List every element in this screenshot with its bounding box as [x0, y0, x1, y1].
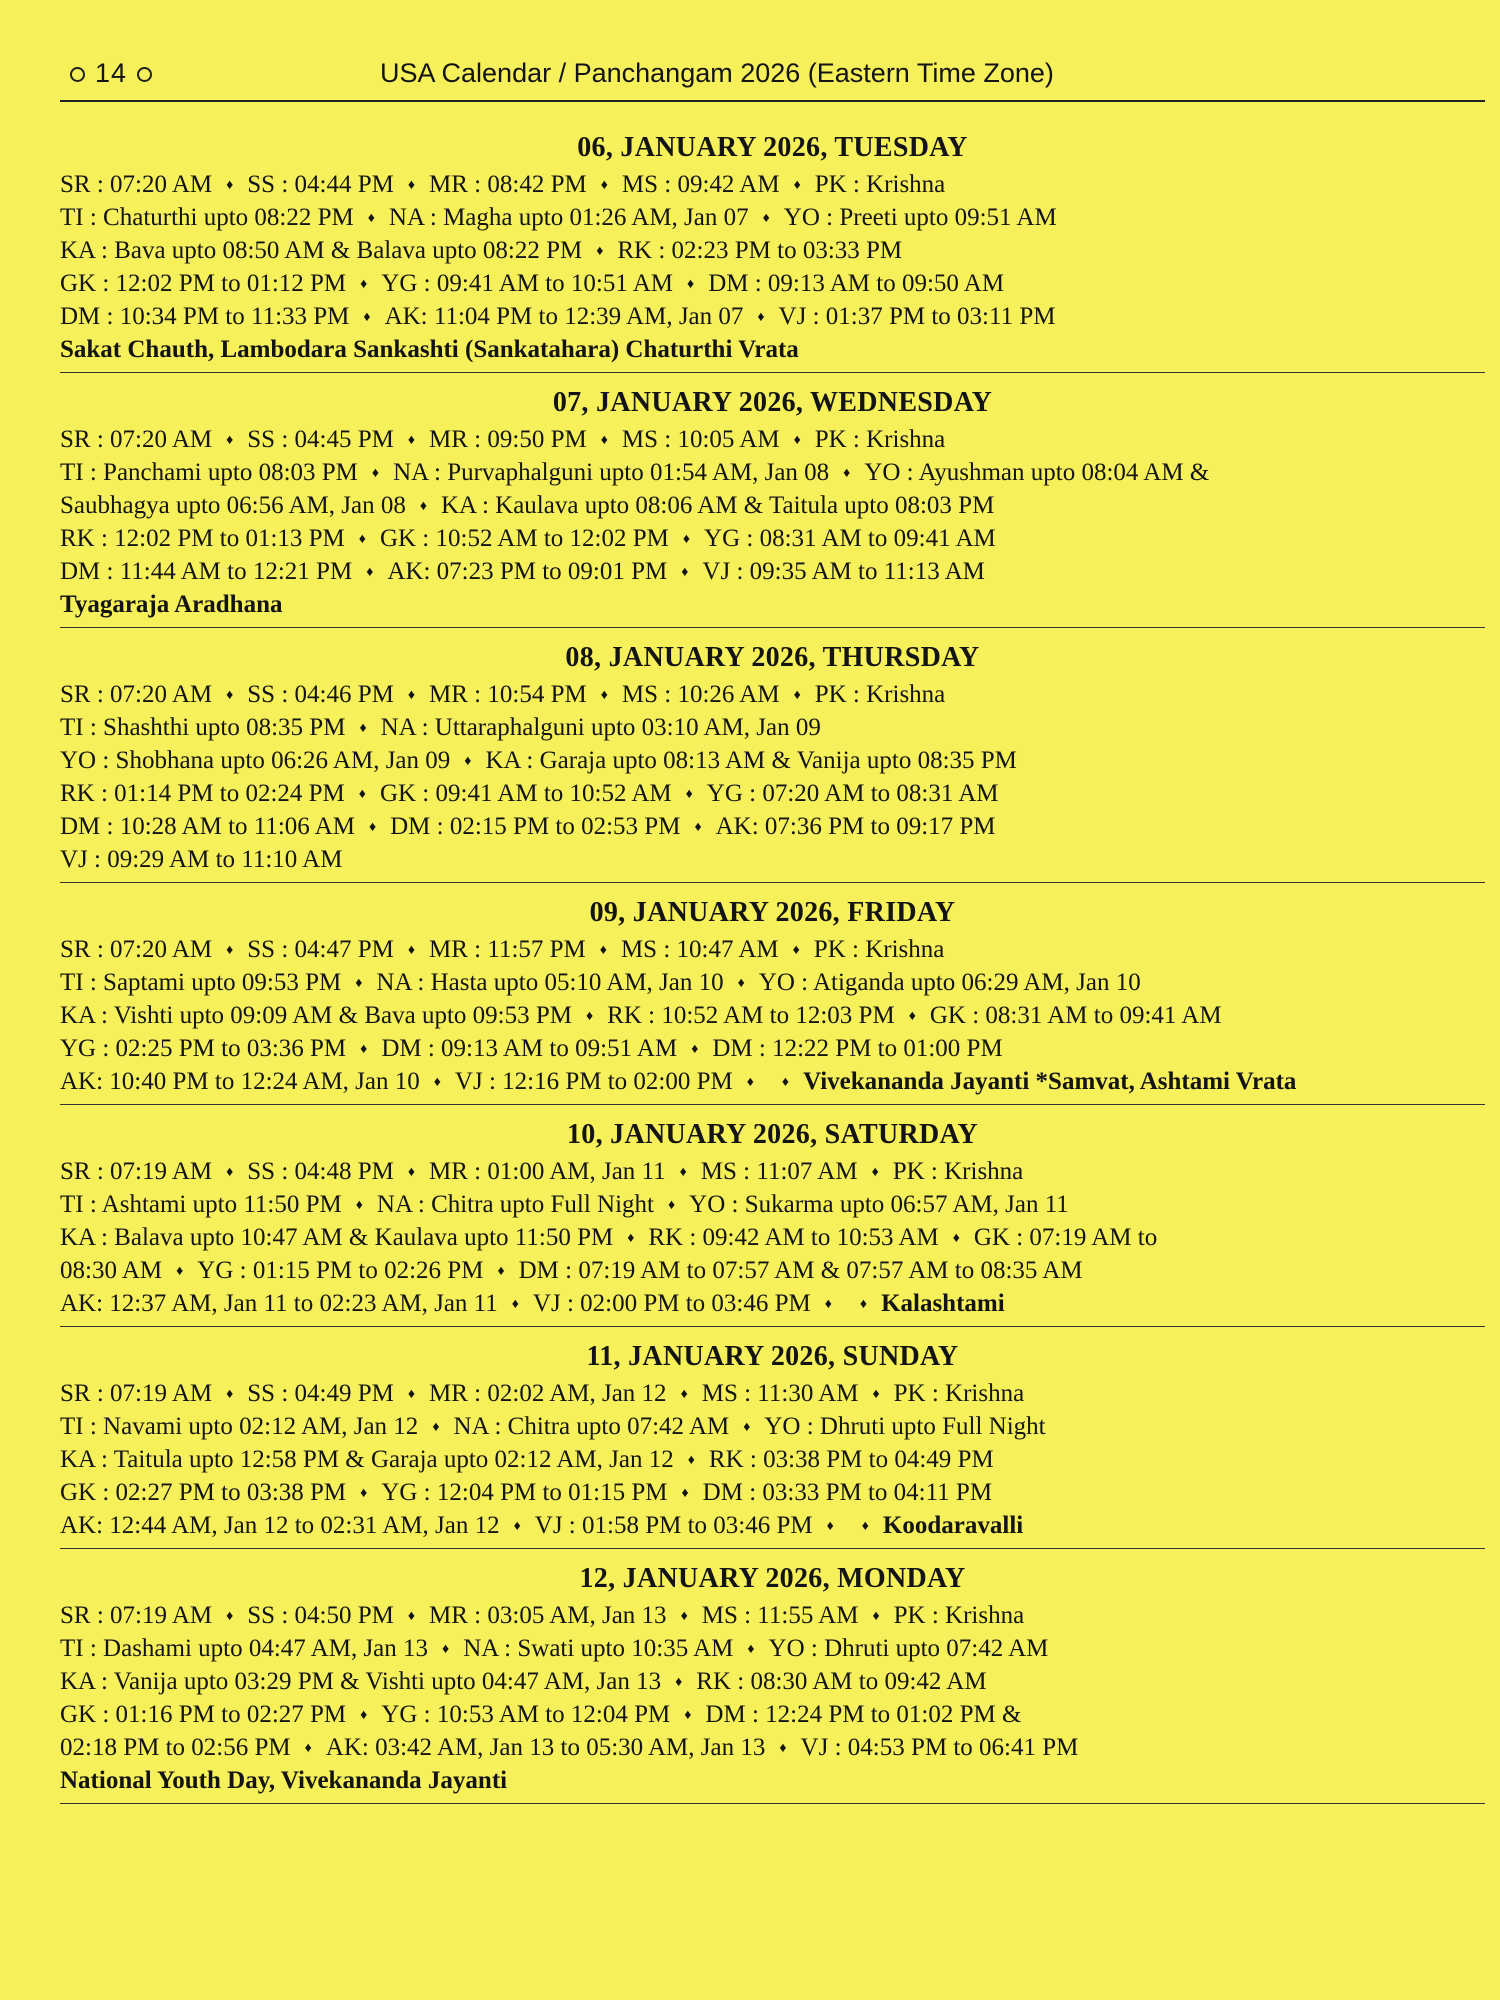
line-segment: PK : Krishna: [892, 1158, 1024, 1185]
diamond-separator-icon: ♦: [691, 1042, 699, 1057]
diamond-separator-icon: ♦: [793, 178, 801, 193]
line-segment: KA : Taitula upto 12:58 PM & Garaja upto 02:12 AM, Jan 12: [60, 1446, 674, 1473]
line-segment: VJ : 09:35 AM to 11:13 AM: [702, 558, 985, 585]
line-segment: MR : 10:54 PM: [429, 681, 587, 708]
line-segment: NA : Uttaraphalguni upto 03:10 AM, Jan 09: [380, 714, 821, 741]
detail-line: [60, 810, 1485, 843]
line-segment: SR : 07:20 AM: [60, 426, 213, 453]
line-segment: PK : Krishna: [893, 1380, 1025, 1407]
line-segment: 02:18 PM to 02:56 PM: [60, 1734, 291, 1761]
line-segment: NA : Chitra upto Full Night: [376, 1191, 654, 1218]
festival-name: Tyagaraja Aradhana: [60, 591, 283, 618]
line-segment: GK : 09:41 AM to 10:52 AM: [379, 780, 672, 807]
line-segment: KA : Garaja upto 08:13 AM & Vanija upto 08:35 PM: [485, 747, 1017, 774]
line-segment: SR : 07:20 AM: [60, 936, 213, 963]
line-segment: KA : Balava upto 10:47 AM & Kaulava upto 11:50 PM: [60, 1224, 614, 1251]
page-header: [60, 58, 1485, 102]
line-segment: KA : Vishti upto 09:09 AM & Bava upto 09:53 PM: [60, 1002, 572, 1029]
diamond-separator-icon: ♦: [680, 1609, 688, 1624]
diamond-separator-icon: ♦: [360, 1042, 368, 1057]
line-segment: KA : Kaulava upto 08:06 AM & Taitula upto 08:03 PM: [440, 492, 995, 519]
diamond-separator-icon: ♦: [872, 1609, 880, 1624]
page-number: [60, 58, 162, 89]
circle-ornament-left: [70, 67, 85, 82]
line-segment: RK : 12:02 PM to 01:13 PM: [60, 525, 345, 552]
diamond-separator-icon: ♦: [407, 433, 416, 448]
diamond-separator-icon: ♦: [226, 433, 234, 448]
divider: [60, 1104, 1485, 1105]
diamond-separator-icon: ♦: [359, 721, 367, 736]
diamond-separator-icon: ♦: [419, 499, 427, 514]
line-segment: DM : 03:33 PM to 04:11 PM: [702, 1479, 993, 1506]
line-segment: GK : 12:02 PM to 01:12 PM: [60, 270, 347, 297]
diamond-separator-icon: ♦: [684, 1708, 692, 1723]
line-segment: DM : 12:22 PM to 01:00 PM: [712, 1035, 1003, 1062]
line-segment: SR : 07:19 AM: [60, 1380, 213, 1407]
detail-line: [60, 1188, 1485, 1221]
diamond-separator-icon: ♦: [952, 1231, 960, 1246]
detail-line: [60, 489, 1485, 522]
diamond-separator-icon: ♦: [599, 943, 607, 958]
line-segment: SR : 07:20 AM: [60, 681, 213, 708]
detail-line: [60, 1155, 1485, 1188]
line-segment: MR : 01:00 AM, Jan 11: [429, 1158, 666, 1185]
day-entry: [60, 1559, 1485, 1804]
detail-line: [60, 1476, 1485, 1509]
line-segment: MS : 10:47 AM: [620, 936, 779, 963]
line-segment: SR : 07:19 AM: [60, 1602, 213, 1629]
line-segment: YG : 08:31 AM to 09:41 AM: [704, 525, 996, 552]
detail-line: [60, 1698, 1485, 1731]
line-segment: GK : 01:16 PM to 02:27 PM: [60, 1701, 347, 1728]
detail-line: [60, 1410, 1485, 1443]
diamond-separator-icon: ♦: [226, 1387, 234, 1402]
detail-line: [60, 1065, 1485, 1098]
diamond-separator-icon: ♦: [226, 1165, 234, 1180]
line-segment: NA : Chitra upto 07:42 AM: [453, 1413, 730, 1440]
line-segment: YG : 10:53 AM to 12:04 PM: [381, 1701, 671, 1728]
detail-line: [60, 999, 1485, 1032]
day-entry: [60, 128, 1485, 373]
festival-name: Sakat Chauth, Lambodara Sankashti (Sankatahara) Chaturthi Vrata: [60, 336, 799, 363]
line-segment: MR : 03:05 AM, Jan 13: [429, 1602, 667, 1629]
diamond-separator-icon: ♦: [407, 1387, 416, 1402]
diamond-separator-icon: ♦: [355, 1198, 363, 1213]
line-segment: KA : Bava upto 08:50 AM & Balava upto 08:22 PM: [60, 237, 583, 264]
diamond-separator-icon: ♦: [681, 1486, 689, 1501]
line-segment: NA : Magha upto 01:26 AM, Jan 07: [388, 204, 749, 231]
line-segment: YG : 01:15 PM to 02:26 PM: [197, 1257, 484, 1284]
diamond-separator-icon: ♦: [600, 178, 608, 193]
line-segment: DM : 09:13 AM to 09:50 AM: [708, 270, 1005, 297]
line-segment: VJ : 09:29 AM to 11:10 AM: [60, 846, 343, 873]
festival-name: Vivekananda Jayanti *Samvat, Ashtami Vrata: [803, 1068, 1297, 1095]
diamond-separator-icon: ♦: [407, 1165, 416, 1180]
line-segment: DM : 12:24 PM to 01:02 PM &: [705, 1701, 1022, 1728]
line-segment: PK : Krishna: [813, 936, 945, 963]
line-segment: SS : 04:49 PM: [247, 1380, 394, 1407]
line-segment: GK : 02:27 PM to 03:38 PM: [60, 1479, 347, 1506]
line-segment: MS : 10:05 AM: [621, 426, 780, 453]
divider: [60, 1548, 1485, 1549]
diamond-separator-icon: ♦: [226, 1609, 234, 1624]
diamond-separator-icon: ♦: [871, 1165, 879, 1180]
page-number-text: 14: [95, 58, 128, 88]
line-segment: RK : 10:52 AM to 12:03 PM: [607, 1002, 895, 1029]
diamond-separator-icon: ♦: [367, 211, 375, 226]
line-segment: TI : Ashtami upto 11:50 PM: [60, 1191, 342, 1218]
line-segment: MR : 09:50 PM: [429, 426, 587, 453]
diamond-separator-icon: ♦: [407, 1609, 416, 1624]
diamond-separator-icon: ♦: [433, 1075, 441, 1090]
detail-line: [60, 678, 1485, 711]
diamond-separator-icon: ♦: [358, 787, 366, 802]
line-segment: RK : 01:14 PM to 02:24 PM: [60, 780, 345, 807]
divider: [60, 372, 1485, 373]
line-segment: VJ : 01:37 PM to 03:11 PM: [778, 303, 1056, 330]
day-title: 11, JANUARY 2026, SUNDAY: [586, 1341, 959, 1372]
diamond-separator-icon: ♦: [687, 1453, 695, 1468]
line-segment: PK : Krishna: [814, 681, 946, 708]
day-entry: [60, 893, 1485, 1105]
detail-line: [60, 300, 1485, 333]
line-segment: DM : 09:13 AM to 09:51 AM: [381, 1035, 678, 1062]
diamond-separator-icon: ♦: [908, 1009, 916, 1024]
diamond-separator-icon: ♦: [681, 565, 689, 580]
diamond-separator-icon: ♦: [366, 565, 374, 580]
diamond-separator-icon: ♦: [360, 1708, 368, 1723]
line-segment: GK : 10:52 AM to 12:02 PM: [379, 525, 669, 552]
line-segment: AK: 03:42 AM, Jan 13 to 05:30 AM, Jan 13: [325, 1734, 766, 1761]
page-title: USA Calendar / Panchangam 2026 (Eastern Time Zone): [380, 58, 1054, 88]
line-segment: RK : 02:23 PM to 03:33 PM: [617, 237, 903, 264]
detail-line: [60, 744, 1485, 777]
diamond-separator-icon: ♦: [679, 1165, 687, 1180]
diamond-separator-icon: ♦: [859, 1297, 868, 1312]
line-segment: AK: 10:40 PM to 12:24 AM, Jan 10: [60, 1068, 420, 1095]
line-segment: TI : Dashami upto 04:47 AM, Jan 13: [60, 1635, 429, 1662]
line-segment: DM : 11:44 AM to 12:21 PM: [60, 558, 353, 585]
line-segment: YO : Shobhana upto 06:26 AM, Jan 09: [60, 747, 451, 774]
line-segment: AK: 07:36 PM to 09:17 PM: [715, 813, 996, 840]
diamond-separator-icon: ♦: [668, 1198, 676, 1213]
diamond-separator-icon: ♦: [872, 1387, 880, 1402]
diamond-separator-icon: ♦: [407, 688, 416, 703]
line-segment: RK : 09:42 AM to 10:53 AM: [648, 1224, 939, 1251]
line-segment: YG : 07:20 AM to 08:31 AM: [706, 780, 999, 807]
diamond-separator-icon: ♦: [368, 820, 377, 835]
diamond-separator-icon: ♦: [464, 754, 472, 769]
festival-name: Koodaravalli: [882, 1512, 1024, 1539]
diamond-separator-icon: ♦: [358, 532, 366, 547]
diamond-separator-icon: ♦: [861, 1519, 869, 1534]
detail-line: [60, 1377, 1485, 1410]
diamond-separator-icon: ♦: [793, 433, 801, 448]
diamond-separator-icon: ♦: [371, 466, 380, 481]
detail-line: [60, 1032, 1485, 1065]
line-segment: TI : Chaturthi upto 08:22 PM: [60, 204, 354, 231]
diamond-separator-icon: ♦: [747, 1642, 755, 1657]
detail-line: [60, 423, 1485, 456]
diamond-separator-icon: ♦: [779, 1741, 787, 1756]
line-segment: AK: 11:04 PM to 12:39 AM, Jan 07: [384, 303, 744, 330]
line-segment: YO : Dhruti upto 07:42 AM: [768, 1635, 1049, 1662]
detail-line: [60, 1287, 1485, 1320]
diamond-separator-icon: ♦: [497, 1264, 505, 1279]
diamond-separator-icon: ♦: [596, 244, 604, 259]
diamond-separator-icon: ♦: [511, 1297, 519, 1312]
line-segment: RK : 03:38 PM to 04:49 PM: [708, 1446, 994, 1473]
diamond-separator-icon: ♦: [432, 1420, 440, 1435]
detail-line: [60, 1443, 1485, 1476]
line-segment: MS : 10:26 AM: [621, 681, 780, 708]
diamond-separator-icon: ♦: [304, 1741, 312, 1756]
detail-line: [60, 201, 1485, 234]
line-segment: MS : 11:55 AM: [701, 1602, 859, 1629]
detail-line: [60, 933, 1485, 966]
detail-line: [60, 456, 1485, 489]
diamond-separator-icon: ♦: [694, 820, 702, 835]
diamond-separator-icon: ♦: [513, 1519, 521, 1534]
diamond-separator-icon: ♦: [600, 688, 608, 703]
diamond-separator-icon: ♦: [226, 688, 234, 703]
diamond-separator-icon: ♦: [793, 688, 801, 703]
diamond-separator-icon: ♦: [680, 1387, 688, 1402]
diamond-separator-icon: ♦: [737, 976, 745, 991]
line-segment: PK : Krishna: [893, 1602, 1025, 1629]
line-segment: Saubhagya upto 06:56 AM, Jan 08: [60, 492, 406, 519]
line-segment: TI : Shashthi upto 08:35 PM: [60, 714, 346, 741]
line-segment: PK : Krishna: [814, 171, 946, 198]
diamond-separator-icon: ♦: [226, 943, 234, 958]
line-segment: YO : Preeti upto 09:51 AM: [783, 204, 1057, 231]
diamond-separator-icon: ♦: [743, 1420, 751, 1435]
detail-line: [60, 267, 1485, 300]
line-segment: DM : 10:28 AM to 11:06 AM: [60, 813, 355, 840]
festival-name: Kalashtami: [881, 1290, 1005, 1317]
line-segment: YO : Ayushman upto 08:04 AM &: [864, 459, 1210, 486]
detail-line: [60, 1665, 1485, 1698]
diamond-separator-icon: ♦: [407, 943, 416, 958]
line-segment: VJ : 02:00 PM to 03:46 PM: [532, 1290, 811, 1317]
diamond-separator-icon: ♦: [176, 1264, 184, 1279]
day-entry: [60, 638, 1485, 883]
diamond-separator-icon: ♦: [843, 466, 851, 481]
diamond-separator-icon: ♦: [682, 532, 691, 547]
diamond-separator-icon: ♦: [687, 277, 695, 292]
line-segment: YG : 02:25 PM to 03:36 PM: [60, 1035, 347, 1062]
line-segment: SS : 04:50 PM: [247, 1602, 394, 1629]
line-segment: VJ : 01:58 PM to 03:46 PM: [534, 1512, 813, 1539]
line-segment: SS : 04:47 PM: [247, 936, 394, 963]
detail-line: [60, 1632, 1485, 1665]
diamond-separator-icon: ♦: [600, 433, 608, 448]
entries-list: [60, 128, 1485, 1814]
divider: [60, 627, 1485, 628]
day-title: 12, JANUARY 2026, MONDAY: [579, 1563, 966, 1594]
detail-line: [60, 234, 1485, 267]
diamond-separator-icon: ♦: [762, 211, 770, 226]
line-segment: DM : 07:19 AM to 07:57 AM & 07:57 AM to 08:35 AM: [518, 1257, 1083, 1284]
diamond-separator-icon: ♦: [226, 178, 234, 193]
line-segment: YO : Dhruti upto Full Night: [764, 1413, 1046, 1440]
line-segment: VJ : 12:16 PM to 02:00 PM: [454, 1068, 733, 1095]
diamond-separator-icon: ♦: [792, 943, 800, 958]
line-segment: TI : Panchami upto 08:03 PM: [60, 459, 358, 486]
line-segment: PK : Krishna: [814, 426, 946, 453]
line-segment: MR : 11:57 PM: [429, 936, 586, 963]
detail-line: [60, 1254, 1485, 1287]
diamond-separator-icon: ♦: [746, 1075, 754, 1090]
diamond-separator-icon: ♦: [363, 310, 371, 325]
line-segment: AK: 12:37 AM, Jan 11 to 02:23 AM, Jan 11: [60, 1290, 498, 1317]
line-segment: YO : Sukarma upto 06:57 AM, Jan 11: [689, 1191, 1069, 1218]
day-title: 08, JANUARY 2026, THURSDAY: [565, 642, 980, 673]
detail-line: [60, 777, 1485, 810]
diamond-separator-icon: ♦: [675, 1675, 683, 1690]
detail-line: [60, 1509, 1485, 1542]
line-segment: KA : Vanija upto 03:29 PM & Vishti upto 04:47 AM, Jan 13: [60, 1668, 662, 1695]
divider: [60, 882, 1485, 883]
diamond-separator-icon: ♦: [685, 787, 693, 802]
detail-line: [60, 555, 1485, 588]
line-segment: GK : 08:31 AM to 09:41 AM: [929, 1002, 1222, 1029]
line-segment: RK : 08:30 AM to 09:42 AM: [696, 1668, 987, 1695]
line-segment: 08:30 AM: [60, 1257, 163, 1284]
line-segment: SS : 04:46 PM: [247, 681, 394, 708]
diamond-separator-icon: ♦: [442, 1642, 450, 1657]
line-segment: SR : 07:20 AM: [60, 171, 213, 198]
diamond-separator-icon: ♦: [757, 310, 765, 325]
line-segment: MS : 11:30 AM: [701, 1380, 859, 1407]
day-entry: [60, 1337, 1485, 1549]
line-segment: MS : 09:42 AM: [621, 171, 780, 198]
detail-line: [60, 711, 1485, 744]
diamond-separator-icon: ♦: [781, 1075, 790, 1090]
line-segment: MR : 02:02 AM, Jan 12: [429, 1380, 667, 1407]
diamond-separator-icon: ♦: [627, 1231, 635, 1246]
divider: [60, 1326, 1485, 1327]
line-segment: DM : 10:34 PM to 11:33 PM: [60, 303, 350, 330]
diamond-separator-icon: ♦: [360, 277, 368, 292]
line-segment: MR : 08:42 PM: [429, 171, 587, 198]
diamond-separator-icon: ♦: [824, 1297, 832, 1312]
line-segment: YG : 09:41 AM to 10:51 AM: [381, 270, 674, 297]
detail-line: [60, 1599, 1485, 1632]
detail-line: [60, 966, 1485, 999]
diamond-separator-icon: ♦: [360, 1486, 368, 1501]
line-segment: NA : Purvaphalguni upto 01:54 AM, Jan 08: [393, 459, 830, 486]
line-segment: DM : 02:15 PM to 02:53 PM: [390, 813, 681, 840]
line-segment: SR : 07:19 AM: [60, 1158, 213, 1185]
diamond-separator-icon: ♦: [585, 1009, 594, 1024]
line-segment: VJ : 04:53 PM to 06:41 PM: [800, 1734, 1079, 1761]
diamond-separator-icon: ♦: [355, 976, 363, 991]
diamond-separator-icon: ♦: [826, 1519, 834, 1534]
day-title: 09, JANUARY 2026, FRIDAY: [589, 897, 956, 928]
circle-ornament-right: [137, 67, 152, 82]
detail-line: [60, 1221, 1485, 1254]
line-segment: MS : 11:07 AM: [700, 1158, 858, 1185]
line-segment: GK : 07:19 AM to: [973, 1224, 1158, 1251]
line-segment: YG : 12:04 PM to 01:15 PM: [381, 1479, 668, 1506]
day-title: 07, JANUARY 2026, WEDNESDAY: [552, 387, 993, 418]
line-segment: SS : 04:44 PM: [247, 171, 394, 198]
detail-line: [60, 522, 1485, 555]
line-segment: NA : Swati upto 10:35 AM: [463, 1635, 734, 1662]
detail-line: [60, 843, 1485, 876]
day-title: 10, JANUARY 2026, SATURDAY: [566, 1119, 979, 1150]
line-segment: SS : 04:48 PM: [247, 1158, 394, 1185]
divider: [60, 1803, 1485, 1804]
detail-line: [60, 168, 1485, 201]
day-entry: [60, 383, 1485, 628]
day-entry: [60, 1115, 1485, 1327]
diamond-separator-icon: ♦: [407, 178, 416, 193]
line-segment: NA : Hasta upto 05:10 AM, Jan 10: [376, 969, 724, 996]
detail-line: [60, 1731, 1485, 1764]
day-title: 06, JANUARY 2026, TUESDAY: [577, 132, 968, 163]
line-segment: TI : Navami upto 02:12 AM, Jan 12: [60, 1413, 419, 1440]
line-segment: SS : 04:45 PM: [247, 426, 394, 453]
line-segment: AK: 07:23 PM to 09:01 PM: [387, 558, 668, 585]
line-segment: AK: 12:44 AM, Jan 12 to 02:31 AM, Jan 12: [60, 1512, 500, 1539]
festival-name: National Youth Day, Vivekananda Jayanti: [60, 1767, 508, 1794]
line-segment: TI : Saptami upto 09:53 PM: [60, 969, 342, 996]
line-segment: YO : Atiganda upto 06:29 AM, Jan 10: [758, 969, 1141, 996]
